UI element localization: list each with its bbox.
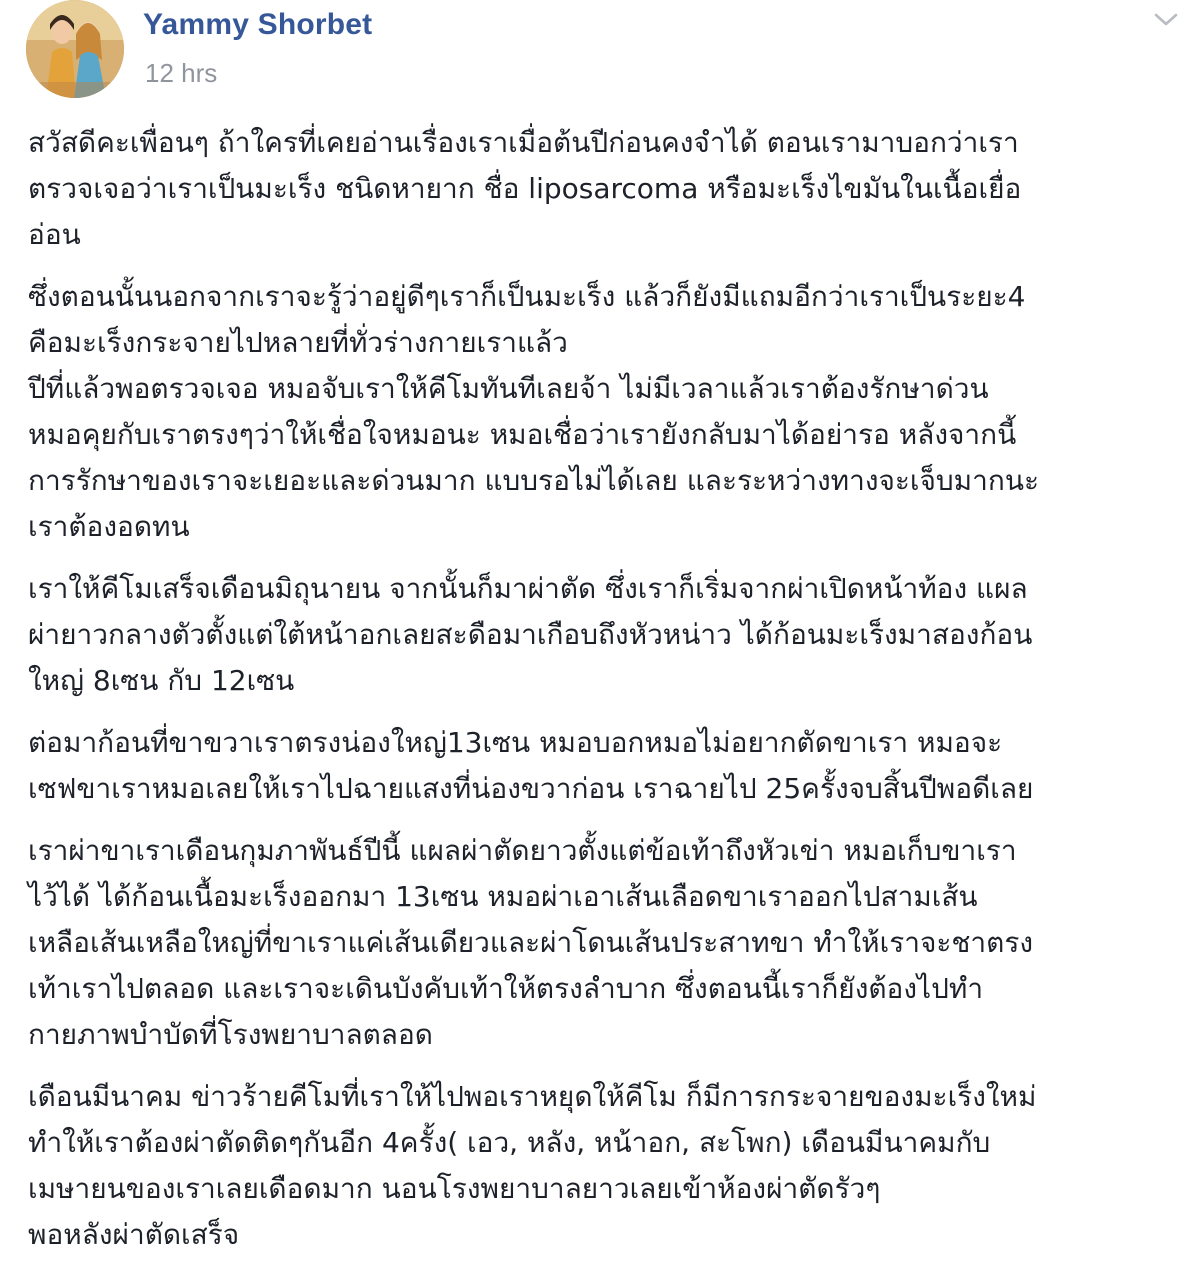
post-text-line: เดือนมีนาคม ข่าวร้ายคีโมที่เราให้ไปพอเราหยุดให้คีโม ก็มีการกระจายของมะเร็งใหม่ [28,1080,1037,1113]
post-options-button[interactable] [1148,6,1184,34]
post-paragraph [28,828,1178,1058]
post-paragraph [28,720,1178,812]
post-text-line: ตรวจเจอว่าเราเป็นมะเร็ง ชนิดหายาก ชื่อ liposarcoma หรือมะเร็งไขมันในเนื้อเยื่อ [28,172,1022,205]
post-text-line: เราผ่าขาเราเดือนกุมภาพันธ์ปีนี้ แผลผ่าตัดยาวตั้งแต่ข้อเท้าถึงหัวเข่า หมอเก็บขาเรา [28,834,1017,867]
post-body [28,120,1178,1274]
post-text-line: เมษายนของเราเลยเดือดมาก นอนโรงพยาบาลยาวเลยเข้าห้องผ่าตัดรัวๆ [28,1172,881,1205]
post-text-line: คือมะเร็งกระจายไปหลายที่ทั่วร่างกายเราแล้ว [28,326,568,359]
post-text-line: ซึ่งตอนนั้นนอกจากเราจะรู้ว่าอยู่ดีๆเราก็เป็นมะเร็ง แล้วก็ยังมีแถมอีกว่าเราเป็นระยะ4 [28,280,1026,313]
author-name[interactable]: Yammy Shorbet [143,8,373,41]
post-text-line: เซฟขาเราหมอเลยให้เราไปฉายแสงที่น่องขวาก่อน เราฉายไป 25ครั้งจบสิ้นปีพอดีเลย [28,772,1034,805]
post-text-line: เหลือเส้นเหลือใหญ่ที่ขาเราแค่เส้นเดียวและผ่าโดนเส้นประสาทขา ทำให้เราจะชาตรง [28,926,1034,959]
post-text-line: ปีที่แล้วพอตรวจเจอ หมอจับเราให้คีโมทันทีเลยจ้า ไม่มีเวลาแล้วเราต้องรักษาด่วน [28,372,989,405]
post-text-line: ไว้ได้ ได้ก้อนเนื้อมะเร็งออกมา 13เซน หมอผ่าเอาเส้นเลือดขาเราออกไปสามเส้น [28,880,978,913]
post-text-line: อ่อน [28,218,81,251]
author-avatar[interactable] [26,0,124,98]
post-text-line: เราให้คีโมเสร็จเดือนมิถุนายน จากนั้นก็มาผ่าตัด ซึ่งเราก็เริ่มจากผ่าเปิดหน้าท้อง แผล [28,572,1028,605]
post-text-line: การรักษาของเราจะเยอะและด่วนมาก แบบรอไม่ได้เลย และระหว่างทางจะเจ็บมากนะ [28,464,1039,497]
post-text-line: เราต้องอดทน [28,510,190,543]
post-timestamp[interactable]: 12 hrs [145,58,218,88]
post-text-line: ทำให้เราต้องผ่าตัดติดๆกันอีก 4ครั้ง( เอว, หลัง, หน้าอก, สะโพก) เดือนมีนาคมกับ [28,1126,991,1159]
post-text-line: สวัสดีคะเพื่อนๆ ถ้าใครที่เคยอ่านเรื่องเราเมื่อต้นปีก่อนคงจำได้ ตอนเรามาบอกว่าเรา [28,126,1019,159]
post-text-line: ใหญ่ 8เซน กับ 12เซน [28,664,295,697]
post-paragraph [28,566,1178,704]
post-text-line: กายภาพบำบัดที่โรงพยาบาลตลอด [28,1018,433,1051]
post-paragraph [28,120,1178,258]
post-text-line: หมอคุยกับเราตรงๆว่าให้เชื่อใจหมอนะ หมอเชื่อว่าเรายังกลับมาได้อย่ารอ หลังจากนี้ [28,418,1017,451]
post-text-line: พอหลังผ่าตัดเสร็จ [28,1218,240,1251]
post-text-line: เท้าเราไปตลอด และเราจะเดินบังคับเท้าให้ตรงลำบาก ซึ่งตอนนี้เราก็ยังต้องไปทำ [28,972,984,1005]
post-paragraph [28,274,1178,550]
chevron-down-icon [1153,12,1179,28]
post-paragraph [28,1074,1178,1258]
post-text-line: ผ่ายาวกลางตัวตั้งแต่ใต้หน้าอกเลยสะดือมาเกือบถึงหัวหน่าว ได้ก้อนมะเร็งมาสองก้อน [28,618,1033,651]
profile-photo-icon [26,0,124,98]
post-text-line: ต่อมาก้อนที่ขาขวาเราตรงน่องใหญ่13เซน หมอบอกหมอไม่อยากตัดขาเรา หมอจะ [28,726,1003,759]
